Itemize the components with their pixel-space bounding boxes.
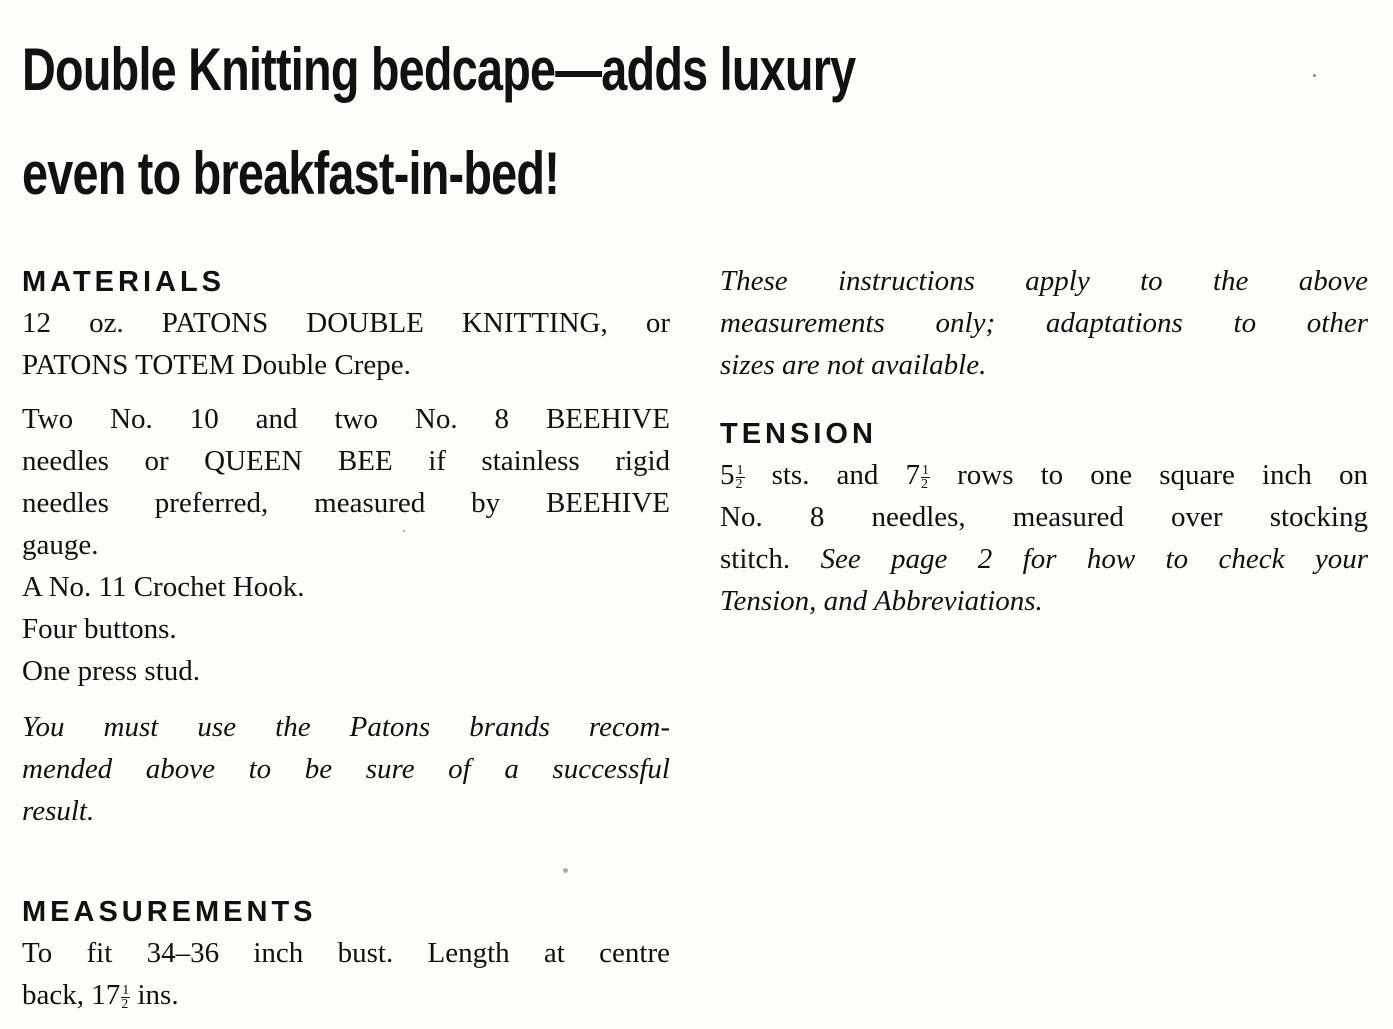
materials-needles-line: needles preferred, measured by BEEHIVE <box>22 487 670 519</box>
measurements-heading: MEASUREMENTS <box>22 896 317 928</box>
materials-needles-line: gauge. <box>22 529 99 561</box>
paper-speck <box>1313 74 1316 77</box>
measurements-line: To fit 34–36 inch bust. Length at centre <box>22 937 670 969</box>
fraction-half <box>736 464 745 491</box>
materials-hook: A No. 11 Crochet Hook. <box>22 571 305 603</box>
paper-speck <box>403 530 405 532</box>
instructions-note-line: These instructions apply to the above <box>720 265 1368 297</box>
materials-needles-line: needles or QUEEN BEE if stainless rigid <box>22 445 670 477</box>
fraction-half <box>921 464 930 491</box>
measurements-length-prefix: back, 17 <box>22 979 121 1011</box>
right-column <box>720 262 1368 622</box>
measurements-text <box>22 932 670 1016</box>
tension-heading: TENSION <box>720 418 877 450</box>
fraction-numerator: 1 <box>922 463 930 478</box>
instructions-note-line: sizes are not available. <box>720 349 987 381</box>
left-column <box>22 262 670 1016</box>
measurements-line <box>22 974 670 1016</box>
materials-yarn-line: 12 oz. PATONS DOUBLE KNITTING, or <box>22 307 670 339</box>
fraction-numerator: 1 <box>736 463 744 478</box>
tension-rows-prefix: sts. and 7 <box>744 459 921 491</box>
materials-yarn <box>22 302 670 386</box>
materials-needles <box>22 398 670 692</box>
materials-buttons: Four buttons. <box>22 613 177 645</box>
instructions-note <box>720 260 1368 386</box>
tension-text <box>720 454 1368 622</box>
fraction-half <box>121 984 130 1011</box>
headline-line-2: even to breakfast-in-bed! <box>22 140 560 207</box>
fraction-denominator: 2 <box>921 477 929 492</box>
tension-stitch-text: stitch. <box>720 543 821 575</box>
tension-line <box>720 538 1368 580</box>
fraction-denominator: 2 <box>735 477 743 492</box>
materials-heading: MATERIALS <box>22 266 226 298</box>
paper-speck <box>563 868 568 873</box>
materials-note-line: result. <box>22 795 95 827</box>
tension-line <box>720 454 1368 496</box>
materials-press-stud: One press stud. <box>22 655 201 687</box>
materials-note-line: mended above to be sure of a successful <box>22 753 670 785</box>
tension-stitches-count: 5 <box>720 459 735 491</box>
fraction-numerator: 1 <box>122 983 130 998</box>
instructions-note-line: measurements only; adaptations to other <box>720 307 1368 339</box>
materials-needles-line: Two No. 10 and two No. 8 BEEHIVE <box>22 403 670 435</box>
measurements-length-suffix: ins. <box>130 979 179 1011</box>
tension-line: Tension, and Abbreviations. <box>720 585 1043 617</box>
headline-line-1: Double Knitting bedcape—adds luxury <box>22 36 856 103</box>
materials-yarn-line: PATONS TOTEM Double Crepe. <box>22 349 411 381</box>
materials-note-line: You must use the Patons brands recom- <box>22 711 670 743</box>
materials-brand-note <box>22 706 670 832</box>
headline <box>22 18 855 226</box>
fraction-denominator: 2 <box>121 997 129 1012</box>
tension-line: No. 8 needles, measured over stocking <box>720 501 1368 533</box>
tension-see-page-link-text: See page 2 for how to check your <box>820 543 1368 575</box>
tension-rows-suffix: rows to one square inch on <box>930 459 1369 491</box>
